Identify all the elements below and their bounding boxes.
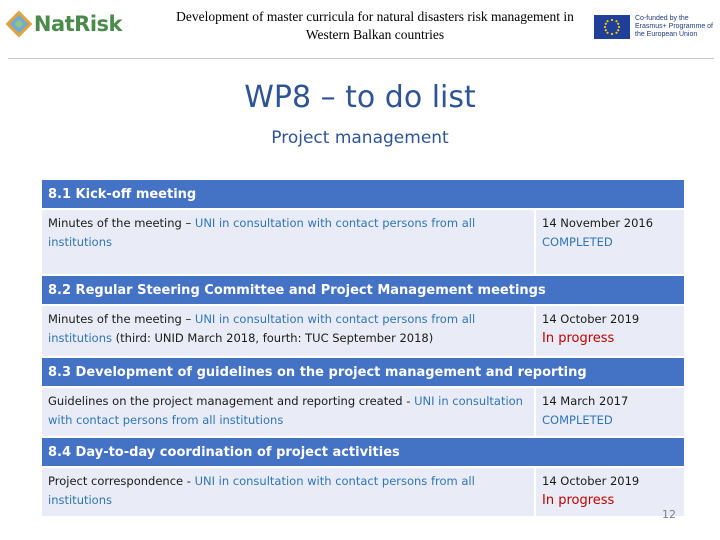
description-text: Project correspondence -	[48, 474, 195, 488]
status-label: In progress	[542, 493, 615, 508]
table-row	[42, 388, 684, 438]
slide-title: WP8 – to do list	[244, 80, 476, 115]
description-text: Minutes of the meeting –	[48, 312, 195, 326]
project-title	[150, 8, 600, 44]
natrisk-logo	[4, 4, 122, 44]
responsible-institution: UNI in consultation with contact persons from all institutions	[48, 394, 523, 427]
page-number: 12	[662, 508, 676, 521]
description-text: Guidelines on the project management and reporting created -	[48, 394, 415, 408]
project-title-line-1: Development of master curricula for natural disasters risk management in	[176, 9, 574, 24]
table-row	[42, 306, 684, 358]
status-label: In progress	[542, 331, 615, 346]
natrisk-emblem-icon	[4, 4, 34, 44]
table-row	[42, 210, 684, 276]
task-deadline	[536, 210, 684, 274]
logo-text: NatRisk	[33, 12, 122, 36]
task-description	[42, 210, 536, 274]
section-header: 8.2 Regular Steering Committee and Project Management meetings	[42, 276, 684, 306]
section-header: 8.3 Development of guidelines on the project management and reporting	[42, 358, 684, 388]
task-description	[42, 306, 536, 356]
project-title-line-2: Western Balkan countries	[305, 27, 445, 42]
section-header: 8.4 Day-to-day coordination of project activities	[42, 438, 684, 468]
task-section	[42, 180, 684, 276]
responsible-institution: UNI in consultation with contact persons from all institutions	[48, 474, 475, 507]
task-deadline	[536, 306, 684, 356]
eu-cofunded-text: Co-funded by the Erasmus+ Programme of the European Union	[635, 15, 713, 38]
status-label: COMPLETED	[542, 413, 613, 427]
deadline-date: 14 November 2016	[542, 216, 654, 230]
table-row	[42, 468, 684, 518]
task-description	[42, 468, 536, 516]
header-divider	[8, 58, 714, 59]
deadline-date: 14 March 2017	[542, 394, 629, 408]
task-deadline	[536, 388, 684, 436]
section-header: 8.1 Kick-off meeting	[42, 180, 684, 210]
task-section	[42, 438, 684, 518]
deadline-date: 14 October 2019	[542, 474, 640, 488]
responsible-institution: UNI in consultation with contact persons from all institutions	[48, 216, 476, 249]
deadline-date: 14 October 2019	[542, 312, 640, 326]
responsible-institution: UNI in consultation with contact persons from all institutions	[48, 312, 476, 345]
status-label: COMPLETED	[542, 235, 613, 249]
task-section	[42, 276, 684, 358]
task-section	[42, 358, 684, 438]
eu-erasmus-logo	[594, 14, 718, 40]
description-extra: (third: UNID March 2018, fourth: TUC September 2018)	[112, 331, 434, 345]
task-table	[42, 180, 684, 518]
task-description	[42, 388, 536, 436]
eu-flag-icon	[594, 15, 630, 39]
description-text: Minutes of the meeting –	[48, 216, 195, 230]
slide-subtitle: Project management	[271, 128, 449, 148]
